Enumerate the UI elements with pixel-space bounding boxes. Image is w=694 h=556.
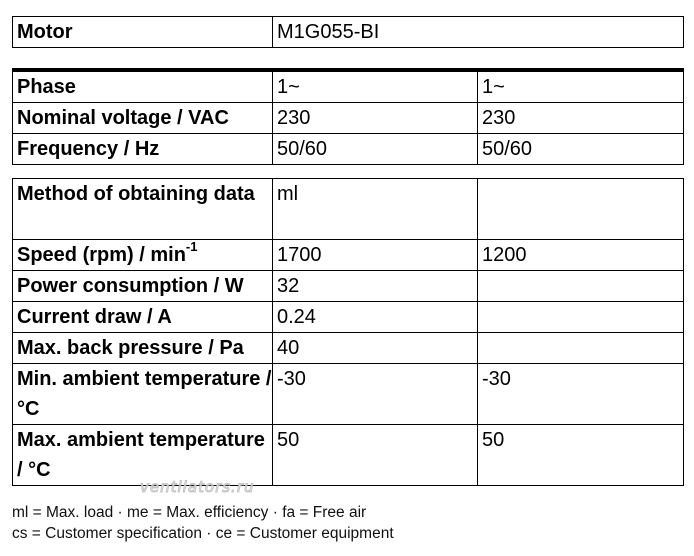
table-row <box>13 134 684 165</box>
method-label: Method of obtaining data <box>13 179 273 240</box>
table-row <box>13 103 684 134</box>
voltage-value-2: 230 <box>478 103 684 134</box>
speed-label-text: Speed (rpm) / min <box>17 244 186 266</box>
current-value-2 <box>478 302 684 333</box>
table-row <box>13 240 684 271</box>
power-value-1: 32 <box>273 271 478 302</box>
phase-value-1: 1~ <box>273 70 478 103</box>
max-temp-value-1: 50 <box>273 425 478 486</box>
table-row <box>13 333 684 364</box>
electrical-table <box>12 68 684 165</box>
motor-table <box>12 16 684 48</box>
power-label: Power consumption / W <box>13 271 273 302</box>
phase-label: Phase <box>13 70 273 103</box>
speed-value-2: 1200 <box>478 240 684 271</box>
pressure-value-1: 40 <box>273 333 478 364</box>
speed-label-exponent: -1 <box>185 239 198 255</box>
table-row <box>13 302 684 333</box>
power-value-2 <box>478 271 684 302</box>
frequency-value-1: 50/60 <box>273 134 478 165</box>
method-value-1: ml <box>273 179 478 240</box>
table-row <box>13 179 684 240</box>
max-temp-value-2: 50 <box>478 425 684 486</box>
voltage-label: Nominal voltage / VAC <box>13 103 273 134</box>
table-row <box>13 17 684 48</box>
legend-line-1: ml = Max. load · me = Max. efficiency · fa = Free air <box>12 504 367 521</box>
speed-value-1: 1700 <box>273 240 478 271</box>
min-temp-value-1: -30 <box>273 364 478 425</box>
voltage-value-1: 230 <box>273 103 478 134</box>
table-row <box>13 70 684 103</box>
table-row <box>13 271 684 302</box>
pressure-label: Max. back pressure / Pa <box>13 333 273 364</box>
max-temp-label: Max. ambient temperature / °C <box>13 425 273 486</box>
current-value-1: 0.24 <box>273 302 478 333</box>
motor-label: Motor <box>13 17 273 48</box>
min-temp-value-2: -30 <box>478 364 684 425</box>
phase-value-2: 1~ <box>478 70 684 103</box>
speed-label <box>13 240 273 271</box>
frequency-label: Frequency / Hz <box>13 134 273 165</box>
method-value-2 <box>478 179 684 240</box>
current-label: Current draw / A <box>13 302 273 333</box>
legend-line-2: cs = Customer specification · ce = Customer equipment <box>12 525 394 542</box>
table-row <box>13 364 684 425</box>
motor-value: M1G055-BI <box>273 17 684 48</box>
pressure-value-2 <box>478 333 684 364</box>
min-temp-label: Min. ambient temperature / °C <box>13 364 273 425</box>
performance-table <box>12 178 684 486</box>
watermark: ventilators.ru <box>140 478 255 496</box>
frequency-value-2: 50/60 <box>478 134 684 165</box>
table-row <box>13 425 684 486</box>
